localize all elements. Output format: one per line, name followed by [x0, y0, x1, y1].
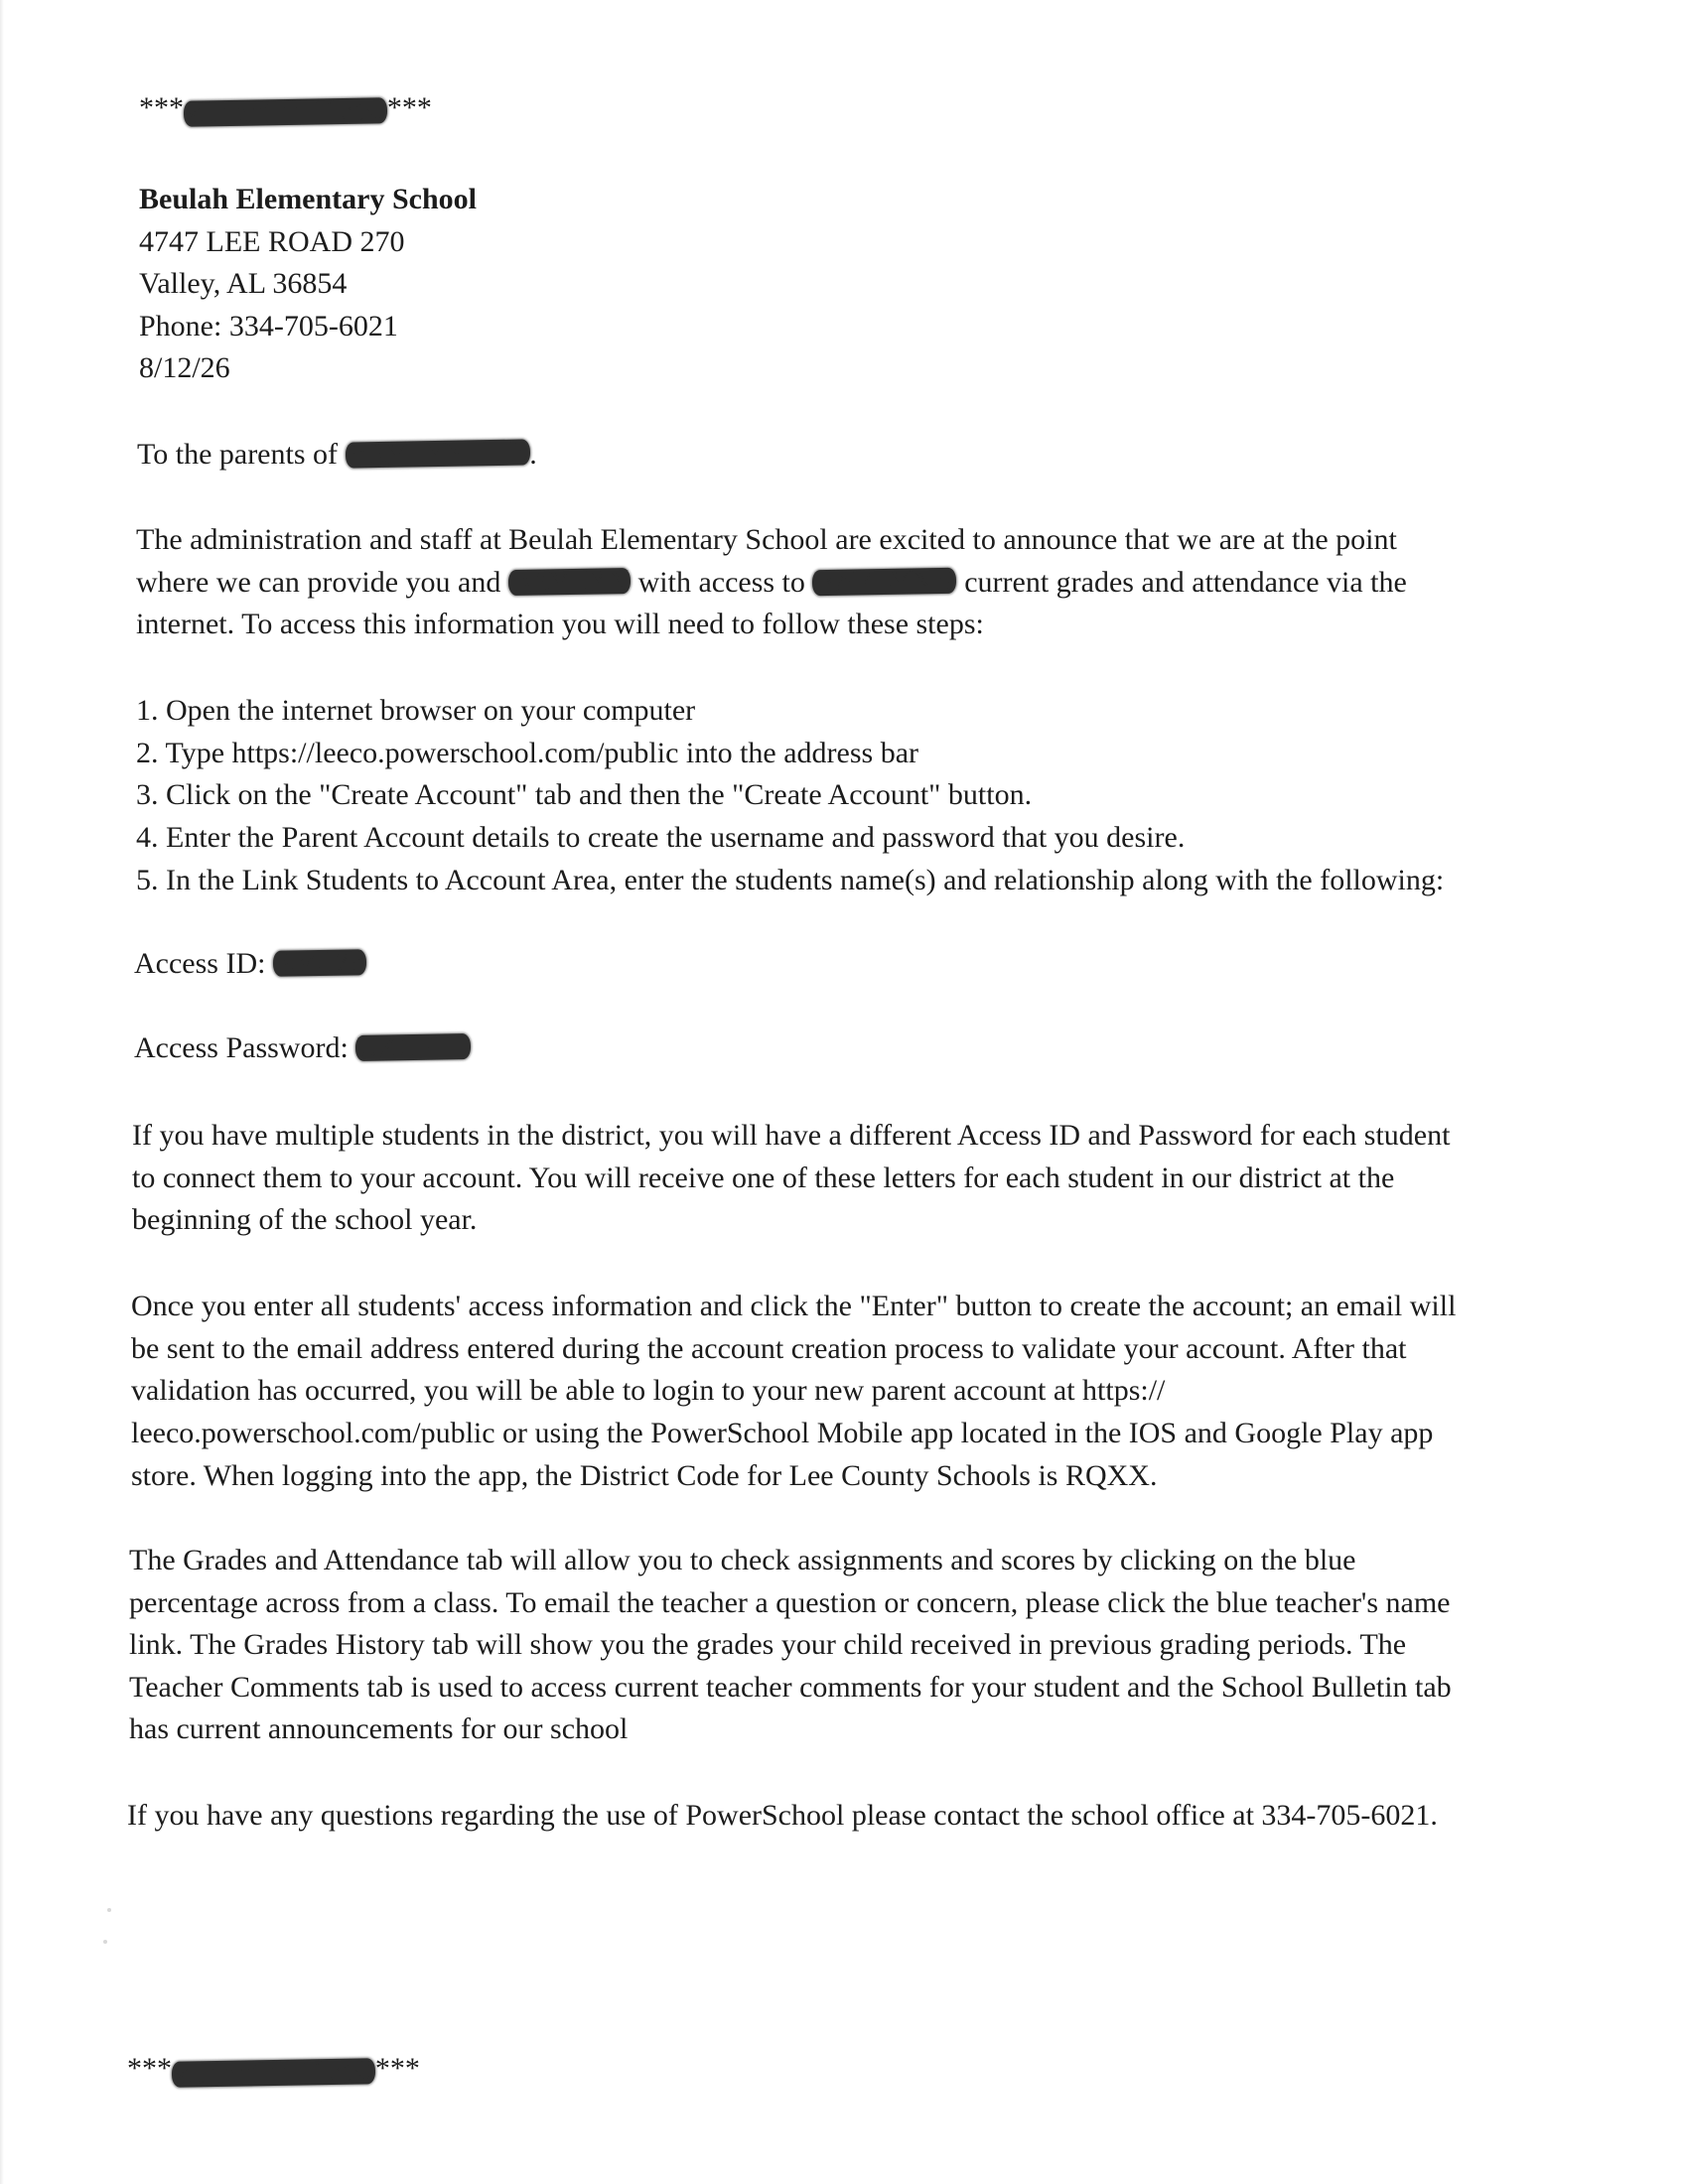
school-name: Beulah Elementary School — [139, 183, 478, 215]
scan-edge — [0, 0, 4, 2184]
grades-tab-line: percentage across from a class. To email the teacher a question or concern, please click the blue teacher's name — [129, 1586, 1451, 1619]
multiple-students-line: beginning of the school year. — [132, 1203, 478, 1236]
account-creation-line: store. When logging into the app, the District Code for Lee County Schools is RQXX. — [131, 1459, 1158, 1492]
step-item: 3. Click on the "Create Account" tab and then the "Create Account" button. — [136, 778, 1033, 811]
access-id-label: Access ID: — [134, 947, 273, 980]
redacted-student-name: BAYLYN LEE — [347, 435, 528, 472]
questions-line: If you have any questions regarding the use of PowerSchool please contact the school office at 334-705-6021. — [127, 1799, 1438, 1832]
redacted-access-password: UZCPFL — [357, 1029, 470, 1064]
grades-tab-line: link. The Grades History tab will show you the grades your child received in previous grading periods. The — [129, 1628, 1407, 1661]
grades-tab-line: has current announcements for our school — [129, 1712, 629, 1745]
footer-student-tag — [127, 2048, 420, 2090]
header-student-tag — [139, 87, 432, 129]
intro-text: where we can provide you and — [136, 566, 508, 599]
tag-suffix: *** — [374, 2052, 420, 2085]
grades-tab-line: Teacher Comments tab is used to access current teacher comments for your student and the School Bulletin tab — [129, 1671, 1452, 1704]
multiple-students-line: to connect them to your account. You will receive one of these letters for each student in our district at the — [132, 1161, 1395, 1194]
intro-line — [136, 562, 1407, 604]
school-address-line1: 4747 LEE ROAD 270 — [139, 225, 405, 258]
intro-text: current grades and attendance via the — [956, 566, 1407, 599]
account-creation-line: leeco.powerschool.com/public or using the PowerSchool Mobile app located in the IOS and Google Play app — [131, 1417, 1434, 1449]
redacted-student-name: BAYLYN'S — [814, 563, 955, 600]
salutation-text: To the parents of — [137, 438, 346, 471]
letter-date: 8/12/26 — [139, 351, 230, 384]
step-item: 5. In the Link Students to Account Area, enter the students name(s) and relationship along with the following: — [136, 864, 1445, 896]
account-creation-line: validation has occurred, you will be able to login to your new parent account at https:// — [131, 1374, 1166, 1407]
scan-speck — [103, 1940, 107, 1944]
intro-line: internet. To access this information you will need to follow these steps: — [136, 608, 984, 640]
multiple-students-line: If you have multiple students in the district, you will have a different Access ID and Password for each student — [132, 1119, 1451, 1152]
intro-text: with access to — [631, 566, 813, 599]
salutation-end: . — [529, 438, 537, 471]
access-password — [134, 1027, 471, 1069]
salutation — [137, 434, 537, 476]
tag-suffix: *** — [386, 91, 432, 124]
account-creation-line: Once you enter all students' access information and click the "Enter" button to create the account; an email will — [131, 1290, 1457, 1322]
redacted-student-name: BAYLYN — [509, 563, 630, 600]
access-password-label: Access Password: — [134, 1031, 356, 1064]
intro-line: The administration and staff at Beulah Elementary School are excited to announce that we are at the point — [136, 523, 1397, 556]
tag-prefix: *** — [127, 2052, 172, 2085]
access-id — [134, 943, 366, 985]
school-address-line2: Valley, AL 36854 — [139, 267, 348, 300]
account-creation-line: be sent to the email address entered during the account creation process to validate your account. After that — [131, 1332, 1407, 1365]
step-item: 2. Type https://leeco.powerschool.com/public into the address bar — [136, 737, 918, 769]
redacted-access-id: 334178 — [274, 945, 365, 980]
tag-prefix: *** — [139, 91, 184, 124]
redacted-student-id: studentid=11360 — [173, 2054, 374, 2091]
step-item: 4. Enter the Parent Account details to create the username and password that you desire. — [136, 821, 1186, 854]
school-phone: Phone: 334-705-6021 — [139, 310, 398, 342]
scan-speck — [107, 1908, 111, 1912]
step-item: 1. Open the internet browser on your computer — [136, 694, 696, 727]
grades-tab-line: The Grades and Attendance tab will allow you to check assignments and scores by clicking on the blue — [129, 1544, 1356, 1576]
redacted-student-id: studentid=11360 — [185, 93, 386, 130]
